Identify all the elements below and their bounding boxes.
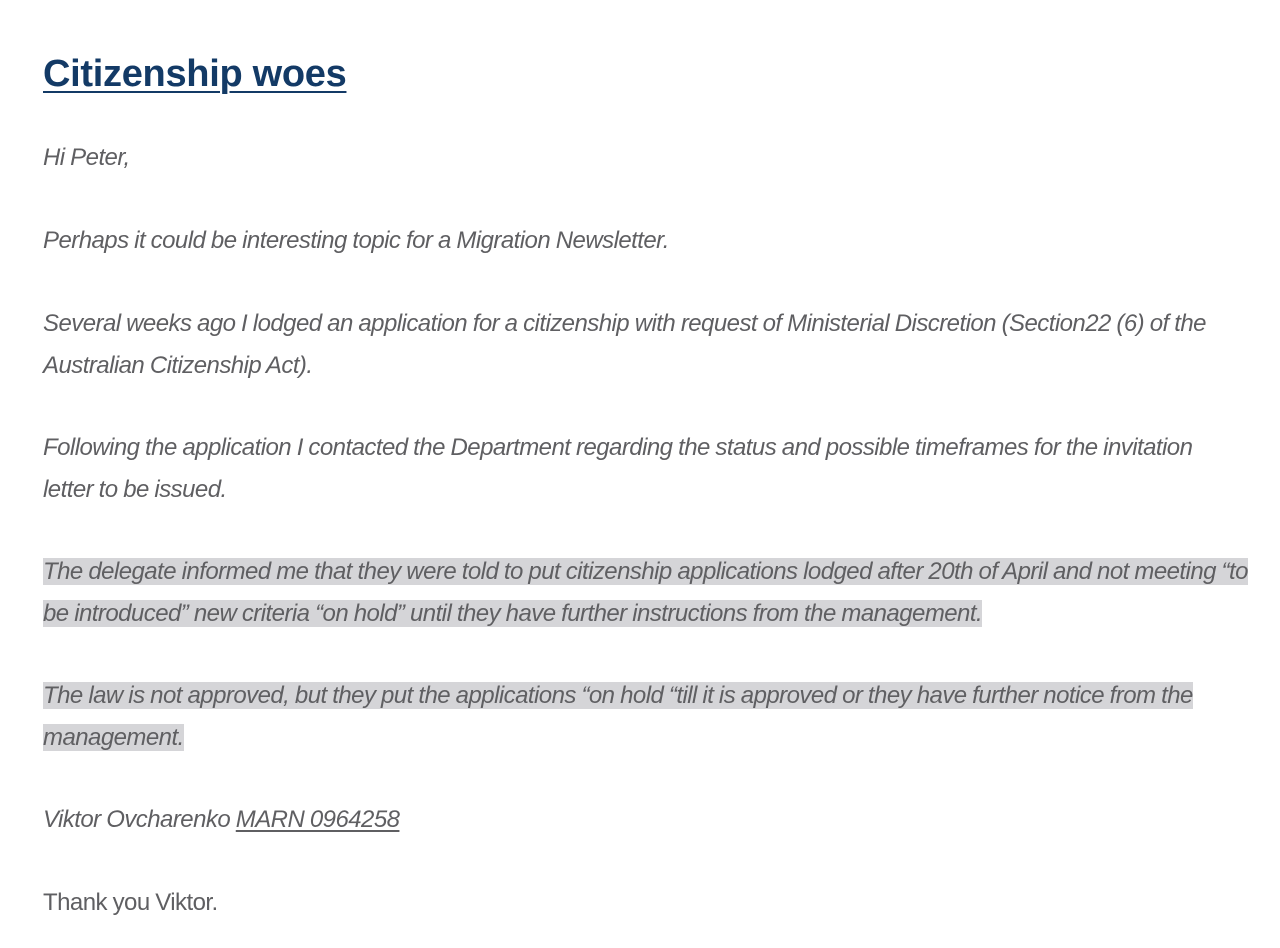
marn-link[interactable]: MARN 0964258	[235, 806, 400, 833]
highlighted-law-text: The law is not approved, but they put the applications “on hold “till it is approved or they have further notice from the management.	[43, 682, 1193, 751]
lodged-application-paragraph: Several weeks ago I lodged an application for a citizenship with request of Ministerial Discretion (Section22 (6) of the Australian Citizenship Act).	[43, 310, 1206, 379]
signature-line	[43, 799, 399, 841]
law-paragraph	[43, 675, 1243, 758]
following-application-paragraph: Following the application I contacted the Department regarding the status and possible timeframes for the invitation letter to be issued.	[43, 434, 1193, 503]
article	[43, 48, 1273, 916]
greeting-paragraph: Hi Peter,	[43, 144, 130, 171]
article-title[interactable]: Citizenship woes	[43, 53, 347, 95]
highlighted-delegate-text: The delegate informed me that they were told to put citizenship applications lodged after 20th of April and not meeting “to be introduced” new criteria “on hold” until they have further instructions from the management.	[43, 558, 1248, 627]
delegate-paragraph	[43, 551, 1271, 634]
thanks-paragraph: Thank you Viktor.	[43, 889, 218, 916]
signature-name: Viktor Ovcharenko	[43, 806, 231, 833]
topic-paragraph: Perhaps it could be interesting topic for a Migration Newsletter.	[43, 227, 669, 254]
